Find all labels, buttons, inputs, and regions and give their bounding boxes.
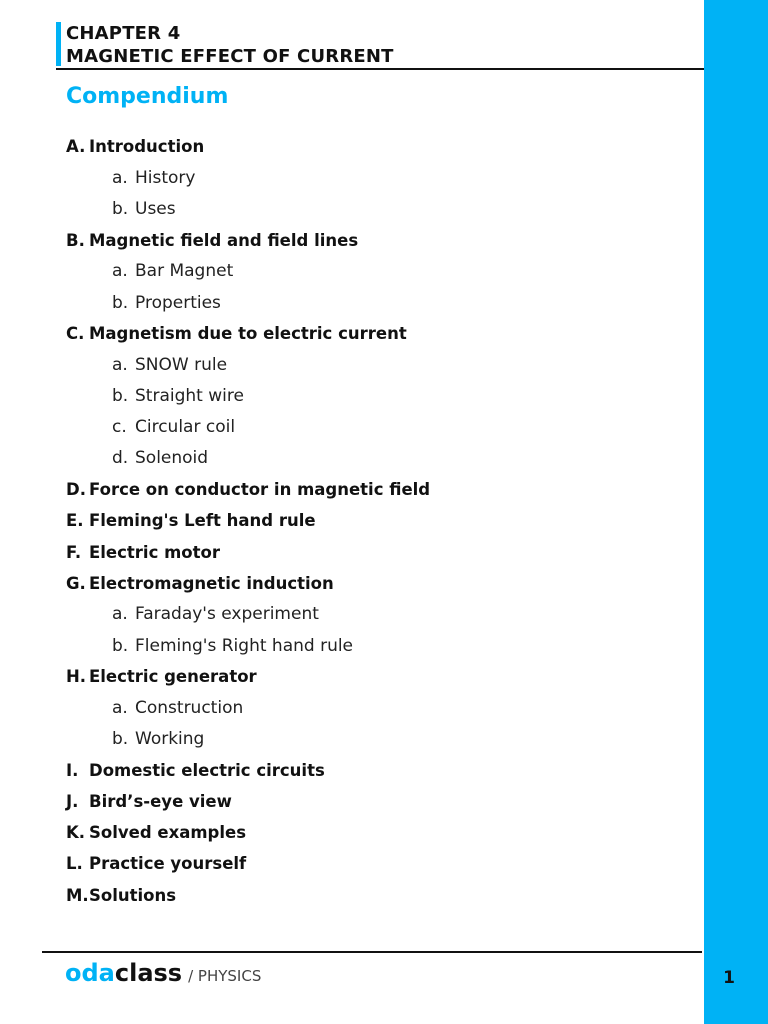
toc-item-label: Bar Magnet (135, 261, 234, 282)
toc-item-marker: J. (66, 792, 79, 812)
toc-item-marker: b. (112, 729, 129, 750)
toc-item-label: Working (135, 729, 205, 750)
section-title: Compendium (66, 84, 229, 109)
toc-item-label: Domestic electric circuits (89, 760, 325, 780)
page-number: 1 (723, 968, 735, 988)
toc-item-label: Solutions (89, 885, 177, 905)
chapter-number: CHAPTER 4 (66, 23, 181, 44)
toc-item-marker: G. (66, 573, 86, 593)
toc-sub-item (66, 162, 686, 193)
toc-section-item (66, 880, 686, 911)
toc-item-label: Practice yourself (89, 854, 247, 874)
toc-sub-item (66, 443, 686, 474)
toc-item-marker: D. (66, 480, 86, 500)
toc-item-label: Magnetism due to electric current (89, 324, 407, 344)
toc-item-label: Electric generator (89, 667, 257, 687)
toc-item-label: Bird’s-eye view (89, 792, 232, 812)
toc-sub-item (66, 287, 686, 318)
toc-item-marker: I. (66, 760, 79, 780)
toc-item-marker: a. (112, 604, 128, 625)
brand-class: class (114, 959, 183, 987)
toc-item-marker: a. (112, 167, 128, 188)
toc-sub-item (66, 692, 686, 723)
toc-item-marker: K. (66, 823, 86, 843)
toc-section-item (66, 131, 686, 162)
brand-oda: oda (65, 959, 115, 987)
toc-item-label: Force on conductor in magnetic field (89, 480, 431, 500)
chapter-title: MAGNETIC EFFECT OF CURRENT (66, 46, 394, 67)
toc-section-item (66, 474, 686, 505)
toc-item-marker: B. (66, 230, 85, 250)
toc-item-label: Straight wire (135, 386, 244, 407)
toc-item-marker: b. (112, 198, 129, 219)
toc-section-item (66, 536, 686, 567)
toc-item-marker: E. (66, 511, 84, 531)
toc-item-marker: a. (112, 354, 128, 375)
toc-sub-item (66, 630, 686, 661)
toc-item-marker: L. (66, 854, 83, 874)
toc-item-marker: C. (66, 324, 85, 344)
brand-logo (65, 958, 261, 991)
header-text (66, 22, 394, 68)
toc-item-marker: a. (112, 697, 128, 718)
toc-item-label: Introduction (89, 137, 205, 157)
toc-section-item (66, 318, 686, 349)
toc-sub-item (66, 599, 686, 630)
toc-item-marker: b. (112, 292, 129, 313)
toc-sub-item (66, 381, 686, 412)
toc-section-item (66, 848, 686, 879)
toc-sub-item (66, 349, 686, 380)
toc-sub-item (66, 256, 686, 287)
toc-item-label: History (135, 167, 196, 188)
toc-item-label: Circular coil (135, 417, 236, 438)
toc-sub-item (66, 724, 686, 755)
toc-item-label: Magnetic field and field lines (89, 230, 359, 250)
toc-sub-item (66, 193, 686, 224)
toc-item-marker: H. (66, 667, 87, 687)
toc-item-marker: a. (112, 261, 128, 282)
toc-item-label: Fleming's Right hand rule (135, 635, 354, 656)
table-of-contents (66, 131, 686, 911)
toc-item-marker: c. (112, 417, 127, 438)
toc-item-label: Construction (135, 697, 244, 718)
toc-item-label: Solenoid (135, 448, 209, 469)
header-accent-bar (56, 22, 61, 66)
toc-item-marker: b. (112, 386, 129, 407)
toc-item-label: Uses (135, 198, 176, 219)
toc-section-item (66, 755, 686, 786)
toc-section-item (66, 568, 686, 599)
toc-item-label: Fleming's Left hand rule (89, 511, 316, 531)
toc-item-marker: F. (66, 542, 82, 562)
toc-item-marker: M. (66, 885, 89, 905)
toc-section-item (66, 505, 686, 536)
toc-section-item (66, 817, 686, 848)
toc-item-label: Electric motor (89, 542, 220, 562)
toc-item-label: Properties (135, 292, 221, 313)
toc-section-item (66, 225, 686, 256)
header-divider (56, 68, 704, 70)
toc-item-marker: d. (112, 448, 129, 469)
toc-item-label: Electromagnetic induction (89, 573, 334, 593)
toc-item-label: SNOW rule (135, 354, 228, 375)
toc-item-label: Faraday's experiment (135, 604, 319, 625)
toc-item-label: Solved examples (89, 823, 247, 843)
toc-item-marker: A. (66, 137, 86, 157)
toc-section-item (66, 786, 686, 817)
footer-divider (42, 951, 702, 953)
toc-section-item (66, 661, 686, 692)
toc-sub-item (66, 412, 686, 443)
toc-item-marker: b. (112, 635, 129, 656)
side-accent-band (704, 0, 768, 1024)
subject-label: / PHYSICS (188, 967, 262, 985)
